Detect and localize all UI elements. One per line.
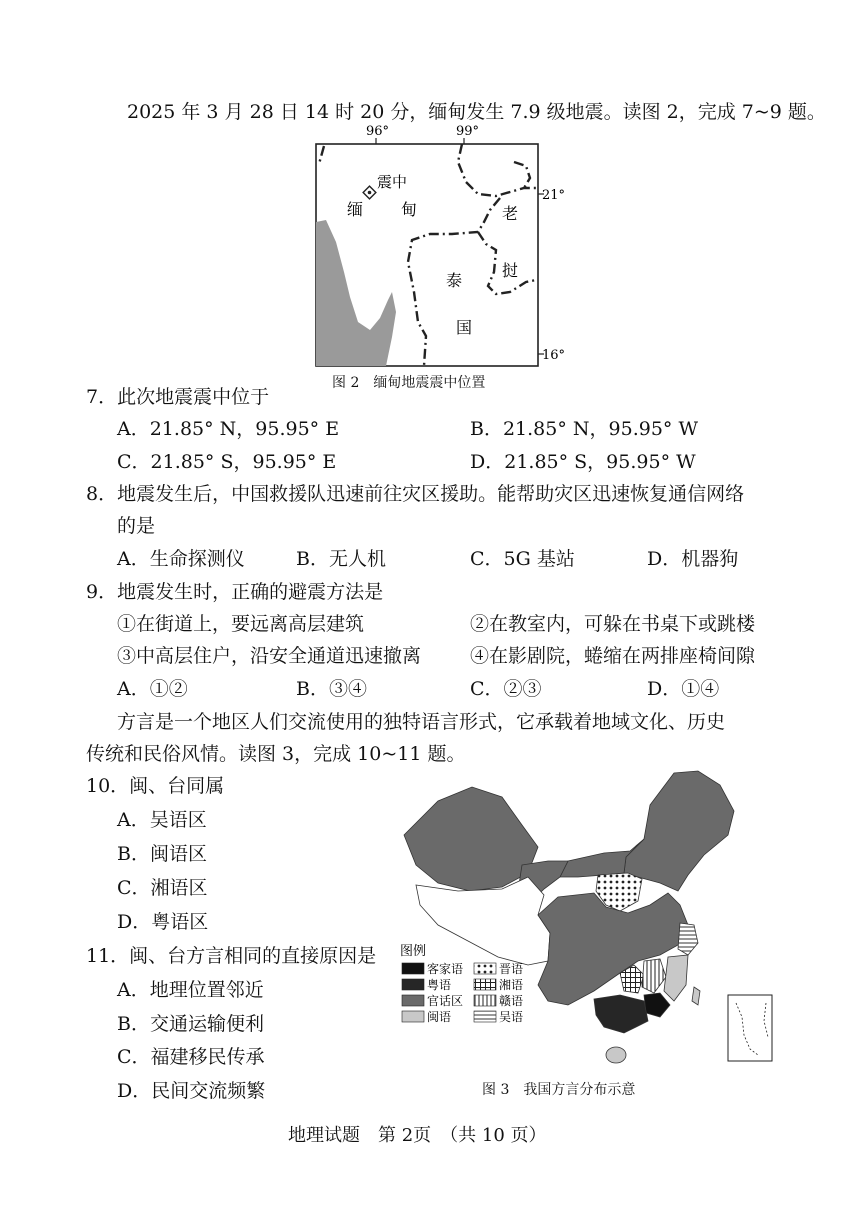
svg-text:闽语: 闽语: [427, 1010, 452, 1024]
legend-guanhua: [402, 993, 463, 1008]
q7-option-b: B．21.85° N，95.95° W: [470, 418, 698, 440]
figure-2-caption: 图 2 缅甸地震震中位置: [332, 375, 486, 391]
page-footer: 地理试题 第 2页 （共 10 页）: [288, 1125, 547, 1146]
thailand-label-2: 国: [456, 318, 473, 337]
lat-21-label: 21°: [542, 188, 566, 203]
legend-hakka: [402, 961, 463, 976]
legend-jin: [474, 962, 523, 976]
q8-stem-line2: 的是: [117, 515, 156, 537]
legend-wu: [474, 1010, 523, 1024]
svg-text:官话区: 官话区: [427, 994, 464, 1008]
q8-option-d: D．机器狗: [647, 548, 739, 570]
q9-option-d: D．①④: [647, 678, 720, 700]
q8-stem-line1: 8．地震发生后，中国救援队迅速前往灾区援助。能帮助灾区迅速恢复通信网络: [86, 483, 745, 505]
intro-text: 2025 年 3 月 28 日 14 时 20 分，缅甸发生 7.9 级地震。读图 2，完成 7~9 题。: [127, 101, 826, 123]
q11-option-b: B．交通运输便利: [117, 1013, 264, 1035]
svg-text:粤语: 粤语: [427, 978, 452, 992]
q10-option-c: C．湘语区: [117, 877, 208, 899]
svg-text:客家语: 客家语: [427, 962, 464, 976]
q8-option-b: B．无人机: [296, 548, 386, 570]
thailand-label-1: 泰: [446, 271, 463, 290]
q10-option-b: B．闽语区: [117, 843, 207, 865]
legend-yue: [402, 977, 451, 992]
lon-96-label: 96°: [366, 124, 390, 139]
figure-3-china-dialect-map: [398, 765, 793, 1075]
q9-option-a: A．①②: [117, 678, 188, 700]
q9-stem: 9．地震发生时，正确的避震方法是: [86, 581, 384, 603]
lat-16-label: 16°: [542, 348, 566, 363]
q11-option-c: C．福建移民传承: [117, 1046, 265, 1068]
intro2-line2: 传统和民俗风情。读图 3，完成 10~11 题。: [86, 743, 466, 765]
legend-xiang: [474, 977, 523, 992]
svg-text:湘语: 湘语: [499, 978, 524, 992]
lon-99-label: 99°: [456, 124, 480, 139]
legend-gan: [474, 993, 523, 1008]
q9-statement-1: ①在街道上，要远离高层建筑: [117, 613, 365, 635]
q9-option-c: C．②③: [470, 678, 542, 700]
legend-min: [402, 1009, 451, 1024]
q7-option-d: D．21.85° S，95.95° W: [470, 451, 696, 473]
myanmar-label-2: 甸: [401, 200, 418, 219]
q11-option-d: D．民间交流频繁: [117, 1080, 266, 1102]
svg-text:吴语: 吴语: [499, 1010, 524, 1024]
svg-text:赣语: 赣语: [499, 994, 524, 1008]
svg-text:晋语: 晋语: [499, 962, 524, 976]
intro2-line1: 方言是一个地区人们交流使用的独特语言形式，它承载着地域文化、历史: [117, 711, 726, 733]
laos-label-2: 挝: [502, 261, 519, 280]
q8-option-a: A．生命探测仪: [117, 548, 245, 570]
q10-stem: 10．闽、台同属: [86, 775, 225, 797]
q7-option-c: C．21.85° S，95.95° E: [117, 451, 337, 473]
q7-stem: 7．此次地震震中位于: [86, 386, 270, 408]
q10-option-d: D．粤语区: [117, 911, 209, 933]
myanmar-label-1: 缅: [347, 200, 364, 219]
laos-label-1: 老: [502, 204, 519, 223]
q9-statement-4: ④在影剧院，蜷缩在两排座椅间隙: [470, 645, 756, 667]
figure-2-myanmar-map: [300, 122, 590, 392]
q8-option-c: C．5G 基站: [470, 548, 575, 570]
q9-option-b: B．③④: [296, 678, 367, 700]
q9-statement-2: ②在教室内，可躲在书桌下或跳楼: [470, 613, 756, 635]
figure-3-caption: 图 3 我国方言分布示意: [482, 1082, 636, 1098]
q7-option-a: A．21.85° N，95.95° E: [117, 418, 340, 440]
legend-title: 图例: [400, 944, 427, 959]
q9-statement-3: ③中高层住户，沿安全通道迅速撤离: [117, 645, 422, 667]
q11-stem: 11．闽、台方言相同的直接原因是: [86, 945, 377, 967]
q11-option-a: A．地理位置邻近: [117, 979, 264, 1001]
epicenter-label: 震中: [377, 173, 408, 191]
q10-option-a: A．吴语区: [117, 809, 207, 831]
